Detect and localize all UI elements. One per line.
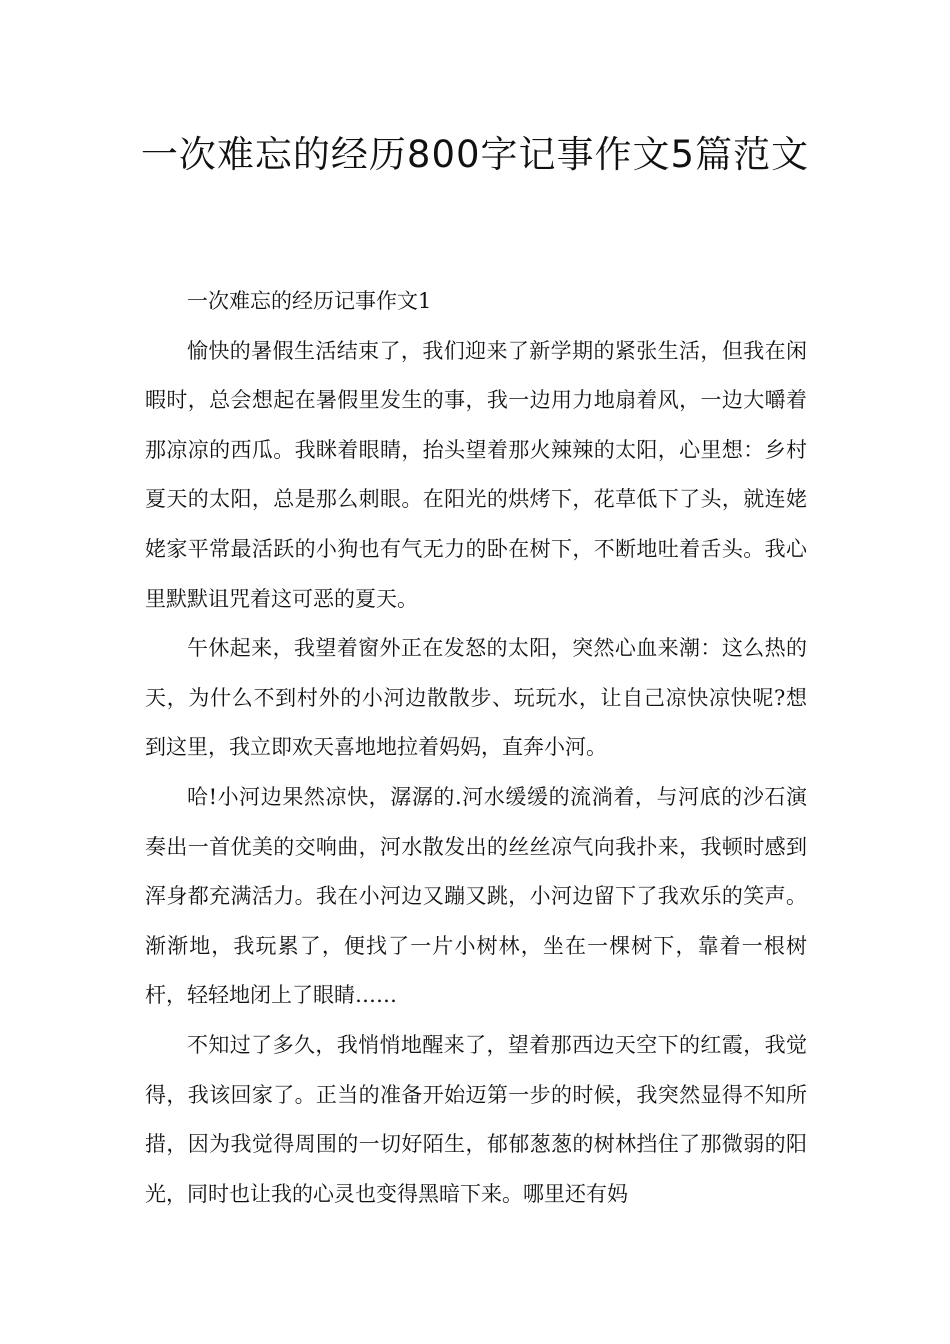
- document-title: 一次难忘的经历800字记事作文5篇范文: [140, 133, 810, 176]
- paragraph-1: 愉快的暑假生活结束了，我们迎来了新学期的紧张生活，但我在闲暇时，总会想起在暑假里发生的事，我一边用力地扇着风，一边大嚼着那凉凉的西瓜。我眯着眼睛，抬头望着那火辣辣的太阳，心里想：乡村夏天的太阳，总是那么刺眼。在阳光的烘烤下，花草低下了头，就连姥姥家平常最活跃的小狗也有气无力的卧在树下，不断地吐着舌头。我心里默默诅咒着这可恶的夏天。: [145, 338, 807, 611]
- paragraph-4: 不知过了多久，我悄悄地醒来了，望着那西边天空下的红霞，我觉得，我该回家了。正当的准备开始迈第一步的时候，我突然显得不知所措，因为我觉得周围的一切好陌生，郁郁葱葱的树林挡住了那微弱的阳光，同时也让我的心灵也变得黑暗下来。哪里还有妈: [145, 1032, 807, 1206]
- paragraph-3: 哈!小河边果然凉快，潺潺的.河水缓缓的流淌着，与河底的沙石演奏出一首优美的交响曲，河水散发出的丝丝凉气向我扑来，我顿时感到浑身都充满活力。我在小河边又蹦又跳，小河边留下了我欢乐的笑声。渐渐地，我玩累了，便找了一片小树林，坐在一棵树下，靠着一根树杆，轻轻地闭上了眼睛……: [145, 784, 807, 1008]
- document-body: [145, 277, 807, 1219]
- paragraph-2: 午休起来，我望着窗外正在发怒的太阳，突然心血来潮：这么热的天，为什么不到村外的小河边散散步、玩玩水，让自己凉快凉快呢?想到这里，我立即欢天喜地地拉着妈妈，直奔小河。: [145, 636, 807, 760]
- essay-subtitle: 一次难忘的经历记事作文1: [187, 289, 432, 313]
